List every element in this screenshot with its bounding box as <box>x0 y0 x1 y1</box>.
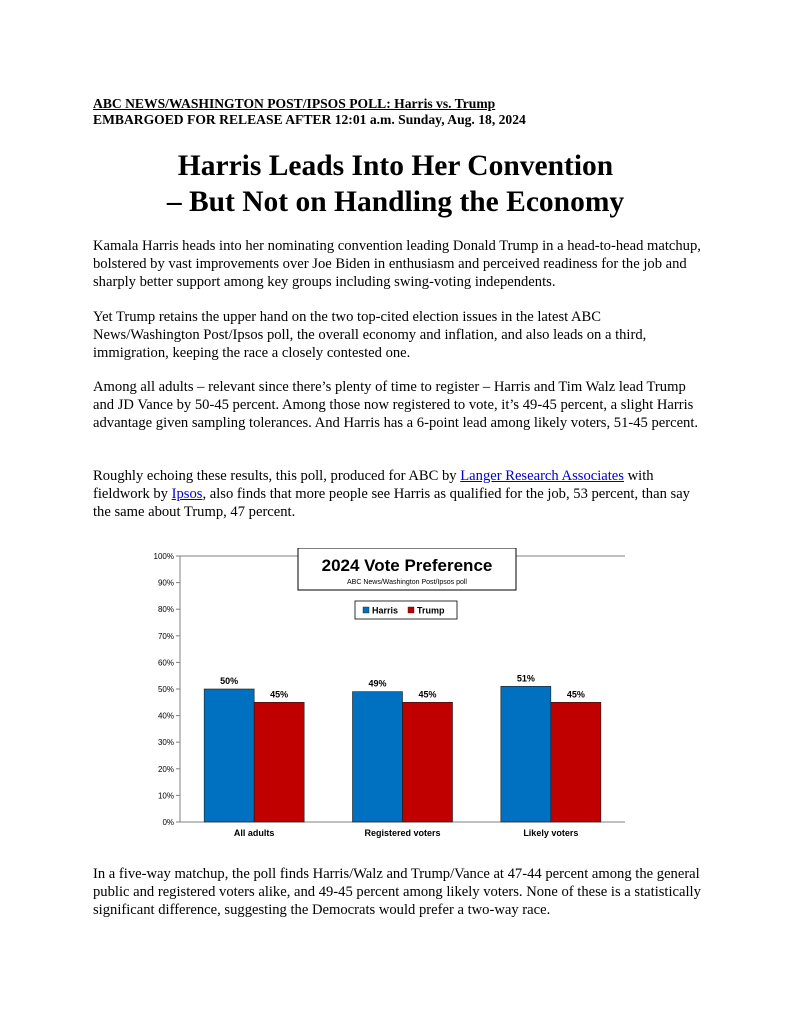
y-tick-label: 100% <box>153 552 174 561</box>
paragraph-4-part-b: with fieldwork by <box>93 468 654 502</box>
y-tick-label: 80% <box>157 605 174 615</box>
bar-value-label: 50% <box>220 676 239 686</box>
category-label: Registered voters <box>364 828 441 838</box>
legend-swatch-trump <box>408 607 414 613</box>
legend-swatch-harris <box>363 607 369 613</box>
headline-line-2: – But Not on Handling the Economy <box>166 186 625 218</box>
paragraph-4-text <box>93 467 705 521</box>
y-tick-label: 50% <box>157 685 174 694</box>
y-tick-label: 0% <box>162 818 174 827</box>
paragraph-1-text: Kamala Harris heads into her nominating convention leading Donald Trump in a head-to-head matchup, bolstered by vast improvements over Joe Biden in enthusiasm and perceived readiness for the job and sharply better support among key groups including swing-voting independents. <box>93 238 701 290</box>
y-tick-label: 10% <box>157 791 174 801</box>
paragraph-5 <box>93 865 705 919</box>
y-tick-label: 90% <box>157 578 174 588</box>
y-tick-label: 30% <box>157 738 174 748</box>
bar-harris <box>353 692 403 822</box>
embargo-notice: EMBARGOED FOR RELEASE AFTER 12:01 a.m. Sunday, Aug. 18, 2024 <box>93 112 526 127</box>
langer-research-link[interactable]: Langer Research Associates <box>460 468 624 484</box>
bar-trump <box>551 702 601 822</box>
paragraph-2 <box>93 308 705 362</box>
vote-preference-chart <box>130 548 650 844</box>
legend-label-harris: Harris <box>372 605 399 616</box>
bar-value-label: 45% <box>270 689 289 700</box>
poll-name: ABC NEWS/WASHINGTON POST/IPSOS POLL: Harris vs. Trump <box>93 96 496 111</box>
legend-label-trump: Trump <box>417 605 445 616</box>
bar-value-label: 51% <box>516 673 535 684</box>
paragraph-2-text: Yet Trump retains the upper hand on the two top-cited election issues in the latest ABC News/Washington Post/Ipsos poll, the overall economy and inflation, and also leads on a third, immigration, keeping the race a closely contested one. <box>93 309 647 361</box>
paragraph-5-text: In a five-way matchup, the poll finds Harris/Walz and Trump/Vance at 47-44 percent among the general public and registered voters alike, and 49-45 percent among likely voters. None of these is a statistically significant difference, suggesting the Democrats would prefer a two-way race. <box>93 866 701 918</box>
bar-value-label: 49% <box>368 678 387 689</box>
bar-harris <box>501 686 551 822</box>
chart-canvas <box>130 548 650 844</box>
bar-value-label: 45% <box>418 689 437 700</box>
paragraph-3 <box>93 378 705 432</box>
y-tick-label: 60% <box>157 658 174 668</box>
paragraph-1 <box>93 237 705 291</box>
bar-harris <box>204 689 254 822</box>
y-tick-label: 70% <box>157 631 174 641</box>
headline-line-1: Harris Leads Into Her Convention <box>177 150 614 182</box>
chart-title: 2024 Vote Preference <box>321 556 493 575</box>
bar-value-label: 45% <box>566 689 585 700</box>
y-tick-label: 20% <box>157 764 174 774</box>
release-header <box>93 96 713 128</box>
y-tick-label: 40% <box>157 711 174 721</box>
bar-trump <box>403 702 453 822</box>
paragraph-4 <box>93 467 705 521</box>
chart-subtitle: ABC News/Washington Post/Ipsos poll <box>347 579 467 586</box>
headline <box>60 148 731 220</box>
ipsos-link[interactable]: Ipsos <box>171 486 203 502</box>
paragraph-4-part-c: , also finds that more people see Harris as qualified for the job, 53 percent, than say the same about Trump, 47 percent. <box>93 486 690 520</box>
category-label: Likely voters <box>523 828 579 838</box>
paragraph-3-text: Among all adults – relevant since there’s plenty of time to register – Harris and Tim Walz lead Trump and JD Vance by 50-45 percent. Among those now registered to vote, it’s 49-45 percent, a slight Harris advantage given sampling tolerances. And Harris has a 6-point lead among likely voters, 51-45 percent. <box>93 379 699 431</box>
bar-trump <box>254 702 304 822</box>
paragraph-4-part-a: Roughly echoing these results, this poll, produced for ABC by <box>93 468 461 484</box>
category-label: All adults <box>233 828 275 838</box>
